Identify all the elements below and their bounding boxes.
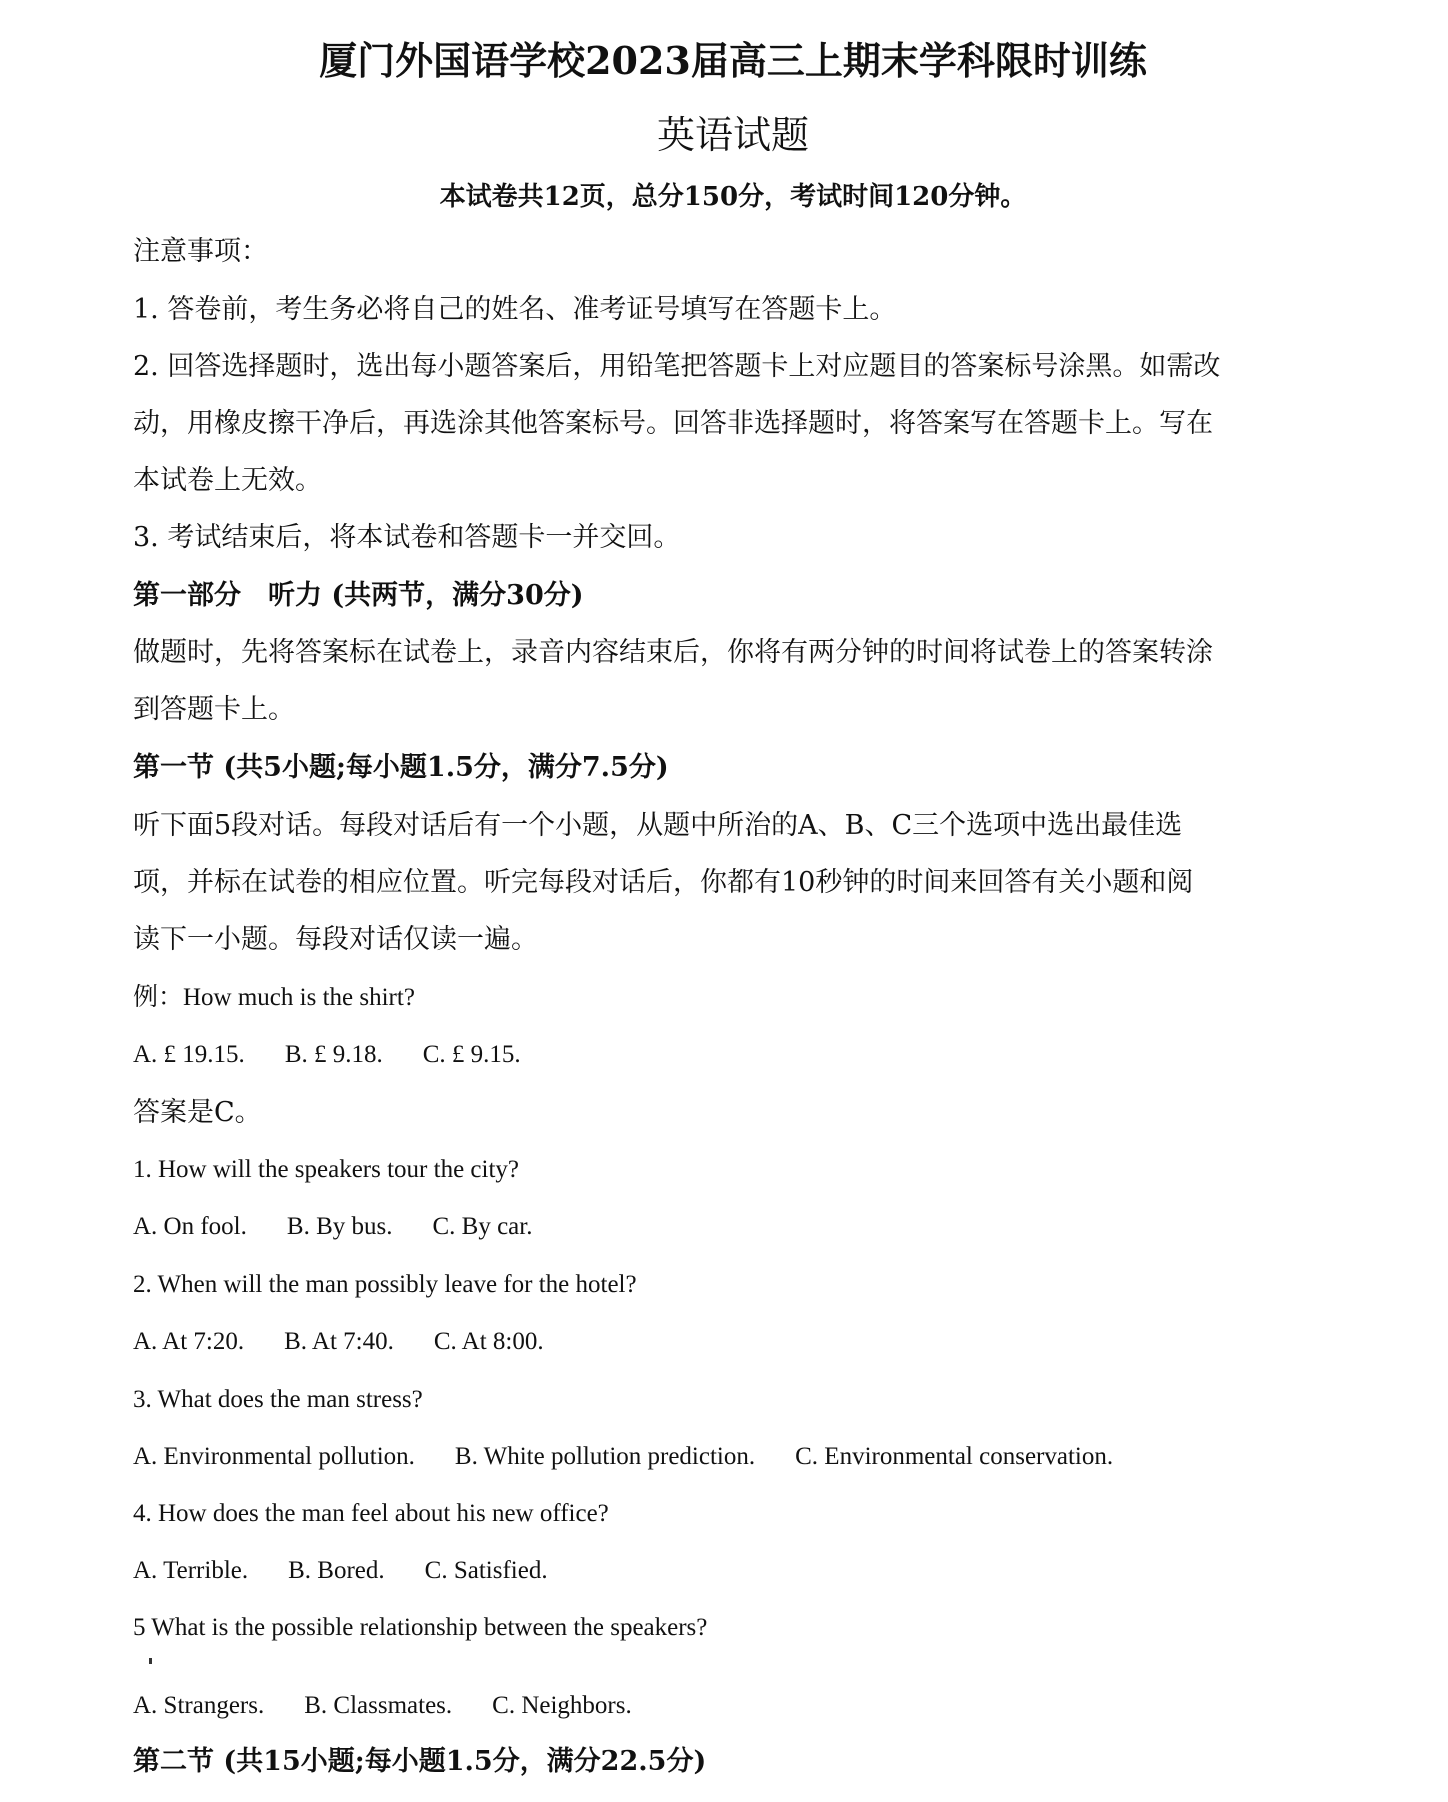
option-c: C. Satisfied. <box>424 1557 548 1584</box>
exam-info: 本试卷共12页，总分150分，考试时间120分钟。 <box>439 182 1027 212</box>
scan-speck <box>149 1658 152 1664</box>
option-c: C. At 8:00. <box>433 1328 544 1355</box>
example-option-a: A. £ 19.15. <box>133 1041 245 1068</box>
option-c: C. By car. <box>432 1213 533 1240</box>
question-1: 1. How will the speakers tour the city? <box>133 1156 520 1183</box>
question-3: 3. What does the man stress? <box>133 1386 423 1413</box>
section1-heading: 第一节 (共5小题;每小题1.5分，满分7.5分) <box>133 752 669 783</box>
exam-subject: 英语试题 <box>656 113 809 157</box>
option-b: B. Bored. <box>288 1557 385 1584</box>
example-question: 例：How much is the shirt? <box>133 984 415 1011</box>
example-option-b: B. £ 9.18. <box>284 1041 383 1068</box>
part1-heading: 第一部分 听力 (共两节，满分30分) <box>133 580 584 611</box>
notice-item-2-line-2: 动，用橡皮擦干净后，再选涂其他答案标号。回答非选择题时，将答案写在答题卡上。写在 <box>133 408 1213 439</box>
question-3-options <box>133 1437 1333 1477</box>
option-c: C. Environmental conservation. <box>795 1443 1114 1470</box>
section1-intro-line-3: 读下一小题。每段对话仅读一遍。 <box>133 924 538 955</box>
option-c: C. Neighbors. <box>492 1692 632 1719</box>
notice-heading: 注意事项： <box>133 236 268 267</box>
notice-item-2-line-1: 2. 回答选择题时，选出每小题答案后，用铅笔把答题卡上对应题目的答案标号涂黑。如需改 <box>133 351 1221 382</box>
notice-item-1: 1. 答卷前，考生务必将自己的姓名、准考证号填写在答题卡上。 <box>133 294 897 325</box>
option-a: A. At 7:20. <box>133 1328 245 1355</box>
option-a: A. On fool. <box>133 1213 247 1240</box>
question-2-options <box>133 1322 1333 1362</box>
option-a: A. Terrible. <box>133 1557 249 1584</box>
example-answer: 答案是C。 <box>133 1097 262 1128</box>
notice-item-2-line-3: 本试卷上无效。 <box>133 465 322 496</box>
notice-item-3: 3. 考试结束后，将本试卷和答题卡一并交回。 <box>133 522 681 553</box>
option-b: B. At 7:40. <box>284 1328 394 1355</box>
example-options <box>133 1035 1333 1075</box>
exam-title: 厦门外国语学校2023届高三上期末学科限时训练 <box>319 38 1147 83</box>
question-5-options <box>133 1686 1333 1726</box>
exam-page <box>133 0 1333 1802</box>
question-4-options <box>133 1551 1333 1591</box>
part1-intro-line-1: 做题时，先将答案标在试卷上，录音内容结束后，你将有两分钟的时间将试卷上的答案转涂 <box>133 637 1213 668</box>
option-b: B. Classmates. <box>304 1692 453 1719</box>
option-a: A. Environmental pollution. <box>133 1443 415 1470</box>
section1-intro-line-2: 项，并标在试卷的相应位置。听完每段对话后，你都有10秒钟的时间来回答有关小题和阅 <box>133 867 1194 898</box>
section1-intro-line-1: 听下面5段对话。每段对话后有一个小题，从题中所治的A、B、C三个选项中选出最佳选 <box>133 810 1183 841</box>
question-4: 4. How does the man feel about his new office? <box>133 1500 609 1527</box>
option-b: B. By bus. <box>286 1213 393 1240</box>
question-2: 2. When will the man possibly leave for the hotel? <box>133 1271 637 1298</box>
question-5: 5 What is the possible relationship between the speakers? <box>133 1614 708 1641</box>
part1-intro-line-2: 到答题卡上。 <box>133 694 295 725</box>
option-a: A. Strangers. <box>133 1692 265 1719</box>
section2-heading: 第二节 (共15小题;每小题1.5分，满分22.5分) <box>133 1746 707 1777</box>
option-b: B. White pollution prediction. <box>454 1443 756 1470</box>
question-1-options <box>133 1207 1333 1247</box>
example-option-c: C. £ 9.15. <box>422 1041 521 1068</box>
